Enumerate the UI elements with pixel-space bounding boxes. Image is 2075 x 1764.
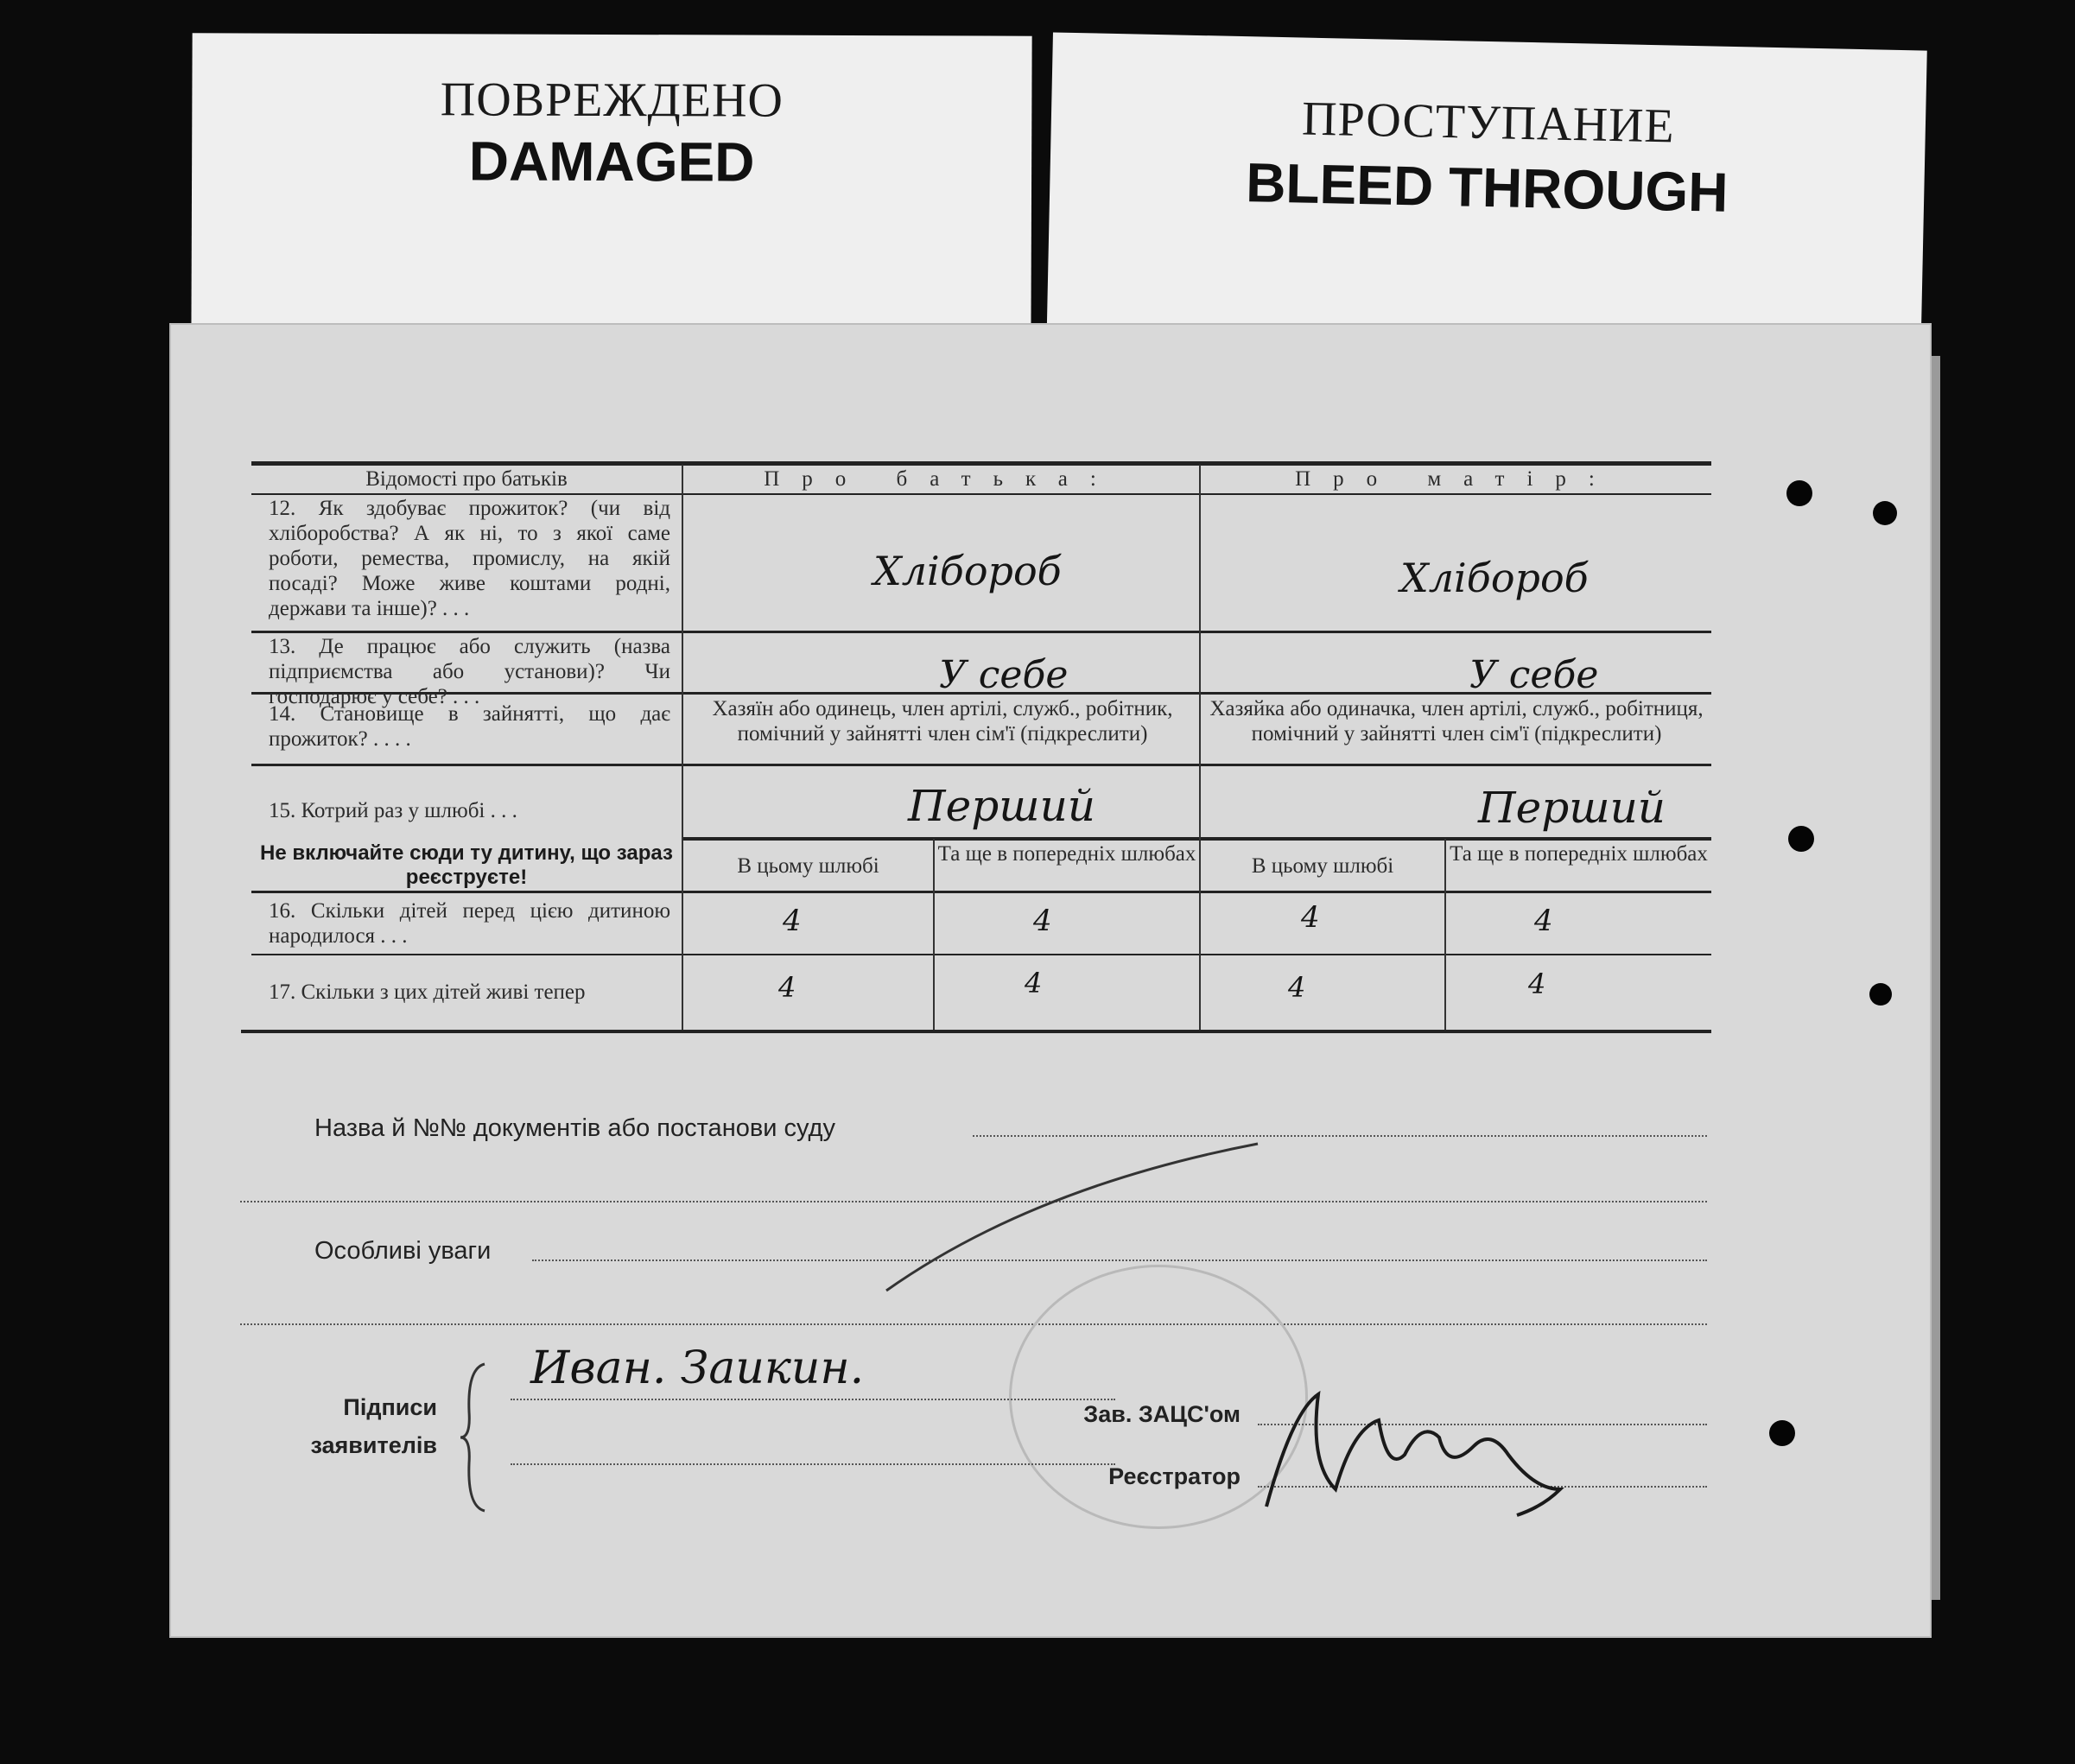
row16-value-4: 4 bbox=[1534, 904, 1553, 938]
row13-father-value: У себе bbox=[939, 653, 1069, 697]
remarks-label: Особливі уваги bbox=[314, 1237, 492, 1265]
signature-line-2 bbox=[511, 1463, 1115, 1465]
row17-value-1: 4 bbox=[778, 971, 796, 1004]
punch-hole bbox=[1788, 826, 1814, 852]
row14-father-options: Хазяїн або одинець, член артілі, служб., робітник, помічний у зайнятті член сім'ї (підкреслити) bbox=[712, 697, 1173, 746]
registrar-label: Реєстратор bbox=[1108, 1463, 1241, 1489]
signature-line-1 bbox=[511, 1399, 1115, 1400]
punch-hole bbox=[1873, 501, 1897, 525]
row17-label: 17. Скільки з цих дітей живі тепер bbox=[269, 980, 586, 1004]
documents-label: Назва й №№ документів або постанови суду bbox=[314, 1114, 835, 1142]
row12-label: 12. Як здобуває прожиток? (чи від хліборобства? А як ні, то з якої саме роботи, ремества, промислу, на якій посаді? Може живе коштами родні, держави та інше)? . . . bbox=[269, 497, 670, 620]
registrar-signature bbox=[1258, 1360, 1621, 1532]
father-prev-marriages-header: Та ще в попередніх шлюбах bbox=[937, 842, 1196, 866]
damaged-card bbox=[191, 33, 1031, 355]
bleed-en-label: BLEED THROUGH bbox=[1245, 151, 1729, 224]
remarks-line-2 bbox=[240, 1323, 1707, 1325]
damaged-en-label: DAMAGED bbox=[468, 130, 755, 194]
row15-label: 15. Котрий раз у шлюбі . . . bbox=[269, 799, 517, 822]
row17-value-3: 4 bbox=[1288, 971, 1306, 1004]
header-label: Відомості про батьків bbox=[365, 467, 568, 491]
row12-father-value: Хлібороб bbox=[873, 548, 1062, 594]
applicants-label: заявителів bbox=[310, 1432, 437, 1458]
row14-mother-options: Хазяйка або одиначка, член артілі, служб., робітниця, помічний у зайнятті член сім'ї (підкреслити) bbox=[1209, 697, 1704, 746]
row13-label: 13. Де працює або служить (назва підприємства або установи)? Чи господарює у себе? . . . bbox=[269, 635, 670, 708]
row17-value-2: 4 bbox=[1025, 967, 1043, 999]
document-sheet bbox=[169, 323, 1932, 1638]
row16-value-1: 4 bbox=[783, 904, 802, 938]
punch-hole bbox=[1786, 480, 1812, 506]
row15-father-value: Перший bbox=[908, 781, 1095, 831]
row13-mother-value: У себе bbox=[1469, 653, 1599, 697]
row16-value-2: 4 bbox=[1033, 904, 1052, 938]
damaged-ru-label: ПОВРЕЖДЕНО bbox=[440, 73, 784, 128]
row15-mother-value: Перший bbox=[1478, 783, 1666, 833]
bleed-ru-label: ПРОСТУПАНИЕ bbox=[1301, 92, 1676, 154]
signatures-label: Підписи bbox=[343, 1394, 437, 1420]
mother-this-marriage-header: В цьому шлюбі bbox=[1251, 854, 1394, 878]
row14-label: 14. Становище в зайнятті, що дає прожиток? . . . . bbox=[269, 702, 670, 751]
punch-hole bbox=[1769, 1420, 1795, 1446]
bleed-through-card bbox=[1046, 32, 1927, 370]
header-father: Про батька: bbox=[764, 467, 1119, 491]
punch-hole bbox=[1869, 983, 1892, 1006]
header-mother: Про матір: bbox=[1295, 467, 1617, 491]
applicant-signature: Иван. Заикин. bbox=[530, 1342, 865, 1394]
head-zags-label: Зав. ЗАЦС'ом bbox=[1083, 1401, 1241, 1427]
row17-value-4: 4 bbox=[1528, 968, 1546, 1000]
exclude-child-note: Не включайте сюди ту дитину, що зараз реєструєте! bbox=[260, 841, 673, 889]
row16-label: 16. Скільки дітей перед цією дитиною народилося . . . bbox=[269, 899, 670, 948]
brace bbox=[459, 1360, 493, 1515]
mother-prev-marriages-header: Та ще в попередніх шлюбах bbox=[1450, 842, 1708, 866]
father-this-marriage-header: В цьому шлюбі bbox=[737, 854, 879, 878]
row12-mother-value: Хлібороб bbox=[1400, 555, 1589, 601]
row16-value-3: 4 bbox=[1301, 900, 1320, 935]
